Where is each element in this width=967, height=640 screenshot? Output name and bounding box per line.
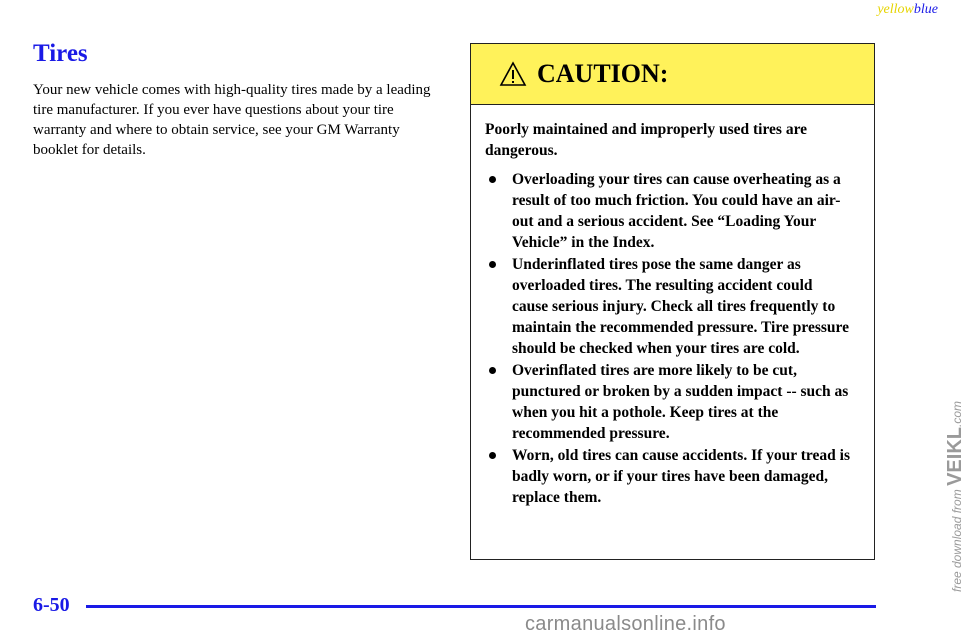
bullet-text: Overloading your tires can cause overheating as a result of too much friction. You could have an air-out and a serious accident. See “Loading Your Vehicle” in the Index.	[512, 171, 841, 251]
page-title: Tires	[33, 40, 88, 67]
bullet-icon	[489, 367, 496, 374]
color-tag-yellow: yellow	[877, 2, 914, 17]
intro-paragraph: Your new vehicle comes with high-quality tires made by a leading tire manufacturer. If you ever have questions about your tire warranty and where to obtain service, see your GM Warranty booklet for details.	[33, 82, 431, 158]
caution-box	[470, 43, 875, 560]
bullet-icon	[489, 176, 496, 183]
page-number: 6-50	[33, 594, 70, 616]
bullet-text: Underinflated tires pose the same danger as overloaded tires. The resulting accident could cause serious injury. Check all tires frequently to maintain the recommended pressure. Tire pressure should be checked when your tires are cold.	[512, 256, 849, 357]
side-watermark	[944, 401, 967, 592]
bullet-text: Worn, old tires can cause accidents. If your tread is badly worn, or if your tires have been damaged, replace them.	[512, 447, 850, 506]
footer-site-link[interactable]: carmanualsonline.info	[525, 613, 726, 635]
watermark-suffix: .com	[950, 401, 964, 428]
watermark-brand: VEIKL	[944, 427, 966, 486]
footer-rule	[86, 605, 876, 608]
caution-lead: Poorly maintained and improperly used tires are dangerous.	[485, 121, 808, 159]
caution-body	[471, 105, 874, 508]
list-item	[485, 254, 856, 359]
warning-triangle-icon	[499, 61, 527, 87]
caution-bullet-list	[485, 169, 856, 508]
caution-title: CAUTION:	[537, 59, 669, 88]
color-tag	[877, 2, 938, 18]
watermark-prefix: free download from	[950, 489, 964, 592]
bullet-text: Overinflated tires are more likely to be cut, punctured or broken by a sudden impact -- such as when you hit a pothole. Keep tires at the recommended pressure.	[512, 362, 849, 442]
bullet-icon	[489, 452, 496, 459]
list-item	[485, 169, 856, 253]
list-item	[485, 445, 856, 508]
bullet-icon	[489, 261, 496, 268]
color-tag-blue: blue	[913, 2, 938, 17]
caution-header	[471, 44, 874, 105]
list-item	[485, 360, 856, 444]
